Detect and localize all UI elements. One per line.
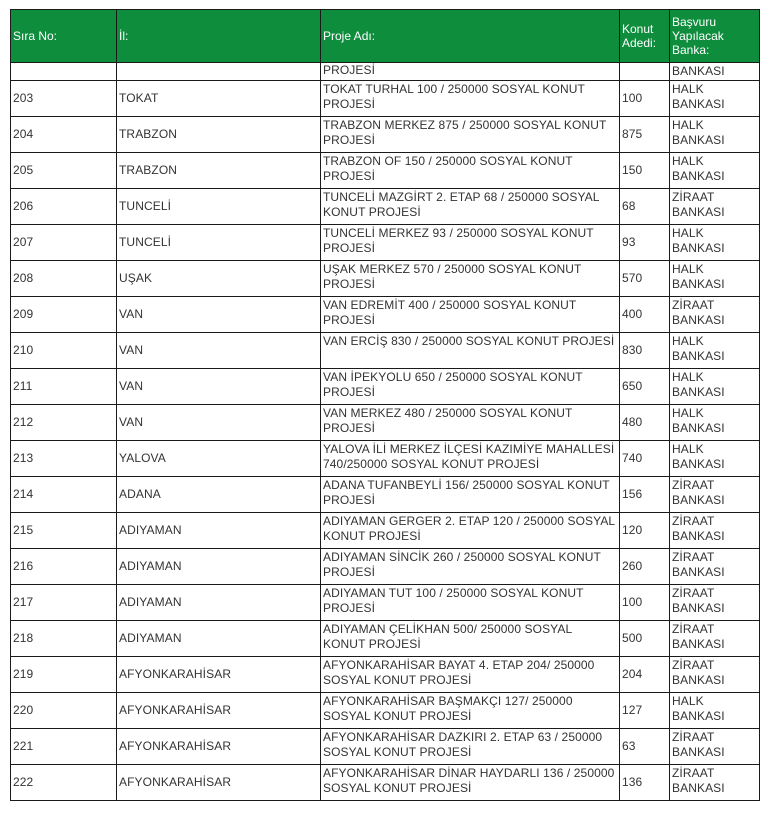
cell-banka: ZİRAAT BANKASI	[670, 189, 760, 225]
cell-il: VAN	[117, 297, 321, 333]
table-row	[11, 225, 760, 261]
cell-proje: ADIYAMAN GERGER 2. ETAP 120 / 250000 SOSYAL KONUT PROJESİ	[321, 513, 620, 549]
cell-konut: 63	[620, 729, 670, 765]
cell-il: VAN	[117, 369, 321, 405]
cell-proje: ADIYAMAN SİNCİK 260 / 250000 SOSYAL KONUT PROJESİ	[321, 549, 620, 585]
cell-sira: 213	[11, 441, 117, 477]
cell-banka: ZİRAAT BANKASI	[670, 657, 760, 693]
cell-konut: 156	[620, 477, 670, 513]
cell-proje: AFYONKARAHİSAR BAYAT 4. ETAP 204/ 250000 SOSYAL KONUT PROJESİ	[321, 657, 620, 693]
cell-konut: 120	[620, 513, 670, 549]
cell-sira: 220	[11, 693, 117, 729]
table-header-row	[11, 10, 760, 63]
cell-banka: ZİRAAT BANKASI	[670, 477, 760, 513]
cell-il: TUNCELİ	[117, 225, 321, 261]
table-row	[11, 333, 760, 369]
cell-konut: 260	[620, 549, 670, 585]
cell-sira: 214	[11, 477, 117, 513]
table-row	[11, 765, 760, 801]
cell-proje: VAN EDREMİT 400 / 250000 SOSYAL KONUT PROJESİ	[321, 297, 620, 333]
header-il: İl:	[117, 10, 321, 63]
cell-proje: VAN ERCİŞ 830 / 250000 SOSYAL KONUT PROJESİ	[321, 333, 620, 369]
cell-sira: 218	[11, 621, 117, 657]
cell-sira: 222	[11, 765, 117, 801]
header-konut-adedi: Konut Adedi:	[620, 10, 670, 63]
cell-konut: 136	[620, 765, 670, 801]
cell-il	[117, 63, 321, 81]
cell-proje: TUNCELİ MAZGİRT 2. ETAP 68 / 250000 SOSYAL KONUT PROJESİ	[321, 189, 620, 225]
cell-il: VAN	[117, 405, 321, 441]
cell-il: ADIYAMAN	[117, 621, 321, 657]
cell-konut: 127	[620, 693, 670, 729]
konut-projeleri-table	[10, 9, 760, 801]
table-row	[11, 513, 760, 549]
cell-proje: ADIYAMAN ÇELİKHAN 500/ 250000 SOSYAL KONUT PROJESİ	[321, 621, 620, 657]
table-row	[11, 621, 760, 657]
cell-banka: HALK BANKASI	[670, 81, 760, 117]
cell-sira: 215	[11, 513, 117, 549]
cell-il: AFYONKARAHİSAR	[117, 729, 321, 765]
cell-sira: 217	[11, 585, 117, 621]
cell-il: UŞAK	[117, 261, 321, 297]
cell-konut: 570	[620, 261, 670, 297]
table-row	[11, 729, 760, 765]
cell-proje: TRABZON MERKEZ 875 / 250000 SOSYAL KONUT PROJESİ	[321, 117, 620, 153]
cell-konut: 100	[620, 81, 670, 117]
cell-proje: AFYONKARAHİSAR DAZKIRI 2. ETAP 63 / 250000 SOSYAL KONUT PROJESİ	[321, 729, 620, 765]
table-row	[11, 657, 760, 693]
cell-banka: ZİRAAT BANKASI	[670, 765, 760, 801]
cell-banka: ZİRAAT BANKASI	[670, 621, 760, 657]
cell-sira: 203	[11, 81, 117, 117]
cell-sira: 206	[11, 189, 117, 225]
cell-banka: HALK BANKASI	[670, 153, 760, 189]
cell-konut	[620, 63, 670, 81]
cell-sira: 211	[11, 369, 117, 405]
cell-il: TRABZON	[117, 117, 321, 153]
header-basvuru-banka: Başvuru Yapılacak Banka:	[670, 10, 760, 63]
cell-il: TUNCELİ	[117, 189, 321, 225]
table-row	[11, 441, 760, 477]
cell-proje: UŞAK MERKEZ 570 / 250000 SOSYAL KONUT PROJESİ	[321, 261, 620, 297]
cell-sira: 208	[11, 261, 117, 297]
table-row	[11, 405, 760, 441]
cell-banka: ZİRAAT BANKASI	[670, 297, 760, 333]
cell-banka: HALK BANKASI	[670, 117, 760, 153]
cell-sira	[11, 63, 117, 81]
cell-sira: 221	[11, 729, 117, 765]
cell-proje: VAN İPEKYOLU 650 / 250000 SOSYAL KONUT PROJESİ	[321, 369, 620, 405]
cell-il: ADIYAMAN	[117, 549, 321, 585]
cell-konut: 150	[620, 153, 670, 189]
cell-sira: 205	[11, 153, 117, 189]
cell-il: ADIYAMAN	[117, 585, 321, 621]
cell-banka: HALK BANKASI	[670, 693, 760, 729]
cell-sira: 209	[11, 297, 117, 333]
table-row	[11, 585, 760, 621]
cell-il: VAN	[117, 333, 321, 369]
cell-sira: 219	[11, 657, 117, 693]
cell-sira: 207	[11, 225, 117, 261]
cell-banka: ZİRAAT BANKASI	[670, 585, 760, 621]
cell-banka: HALK BANKASI	[670, 441, 760, 477]
cell-proje: TOKAT TURHAL 100 / 250000 SOSYAL KONUT PROJESİ	[321, 81, 620, 117]
table-row	[11, 477, 760, 513]
cell-proje: AFYONKARAHİSAR BAŞMAKÇI 127/ 250000 SOSYAL KONUT PROJESİ	[321, 693, 620, 729]
table-row	[11, 81, 760, 117]
cell-banka: HALK BANKASI	[670, 405, 760, 441]
cell-il: ADIYAMAN	[117, 513, 321, 549]
cell-il: AFYONKARAHİSAR	[117, 765, 321, 801]
cell-proje: VAN MERKEZ 480 / 250000 SOSYAL KONUT PROJESİ	[321, 405, 620, 441]
cell-konut: 830	[620, 333, 670, 369]
cell-sira: 216	[11, 549, 117, 585]
table-row	[11, 117, 760, 153]
table-row	[11, 369, 760, 405]
cell-konut: 400	[620, 297, 670, 333]
cell-banka: HALK BANKASI	[670, 369, 760, 405]
cell-banka: ZİRAAT BANKASI	[670, 549, 760, 585]
cell-il: TRABZON	[117, 153, 321, 189]
cell-banka: BANKASI	[670, 63, 760, 81]
cell-konut: 650	[620, 369, 670, 405]
cell-konut: 500	[620, 621, 670, 657]
cell-il: AFYONKARAHİSAR	[117, 657, 321, 693]
cell-banka: ZİRAAT BANKASI	[670, 729, 760, 765]
cell-il: ADANA	[117, 477, 321, 513]
cell-konut: 68	[620, 189, 670, 225]
cell-konut: 875	[620, 117, 670, 153]
cell-sira: 210	[11, 333, 117, 369]
cell-proje: AFYONKARAHİSAR DİNAR HAYDARLI 136 / 250000 SOSYAL KONUT PROJESİ	[321, 765, 620, 801]
cell-konut: 204	[620, 657, 670, 693]
header-sira-no: Sıra No:	[11, 10, 117, 63]
cell-konut: 740	[620, 441, 670, 477]
cell-banka: ZİRAAT BANKASI	[670, 513, 760, 549]
cell-proje: YALOVA İLİ MERKEZ İLÇESİ KAZIMİYE MAHALLESİ 740/250000 SOSYAL KONUT PROJESİ	[321, 441, 620, 477]
cell-il: AFYONKARAHİSAR	[117, 693, 321, 729]
table-row	[11, 189, 760, 225]
table-row	[11, 153, 760, 189]
cell-proje: ADANA TUFANBEYLİ 156/ 250000 SOSYAL KONUT PROJESİ	[321, 477, 620, 513]
table-row	[11, 549, 760, 585]
cell-konut: 93	[620, 225, 670, 261]
table-row	[11, 297, 760, 333]
cell-banka: HALK BANKASI	[670, 225, 760, 261]
cell-sira: 204	[11, 117, 117, 153]
cell-proje: TRABZON OF 150 / 250000 SOSYAL KONUT PROJESİ	[321, 153, 620, 189]
cell-konut: 480	[620, 405, 670, 441]
cell-banka: HALK BANKASI	[670, 333, 760, 369]
cell-proje: ADIYAMAN TUT 100 / 250000 SOSYAL KONUT PROJESİ	[321, 585, 620, 621]
cell-il: TOKAT	[117, 81, 321, 117]
cell-proje: TUNCELİ MERKEZ 93 / 250000 SOSYAL KONUT PROJESİ	[321, 225, 620, 261]
cell-sira: 212	[11, 405, 117, 441]
table-row-partial	[11, 63, 760, 81]
header-proje-adi: Proje Adı:	[321, 10, 620, 63]
table-row	[11, 693, 760, 729]
cell-proje: PROJESİ	[321, 63, 620, 81]
table-row	[11, 261, 760, 297]
cell-banka: HALK BANKASI	[670, 261, 760, 297]
cell-konut: 100	[620, 585, 670, 621]
cell-il: YALOVA	[117, 441, 321, 477]
